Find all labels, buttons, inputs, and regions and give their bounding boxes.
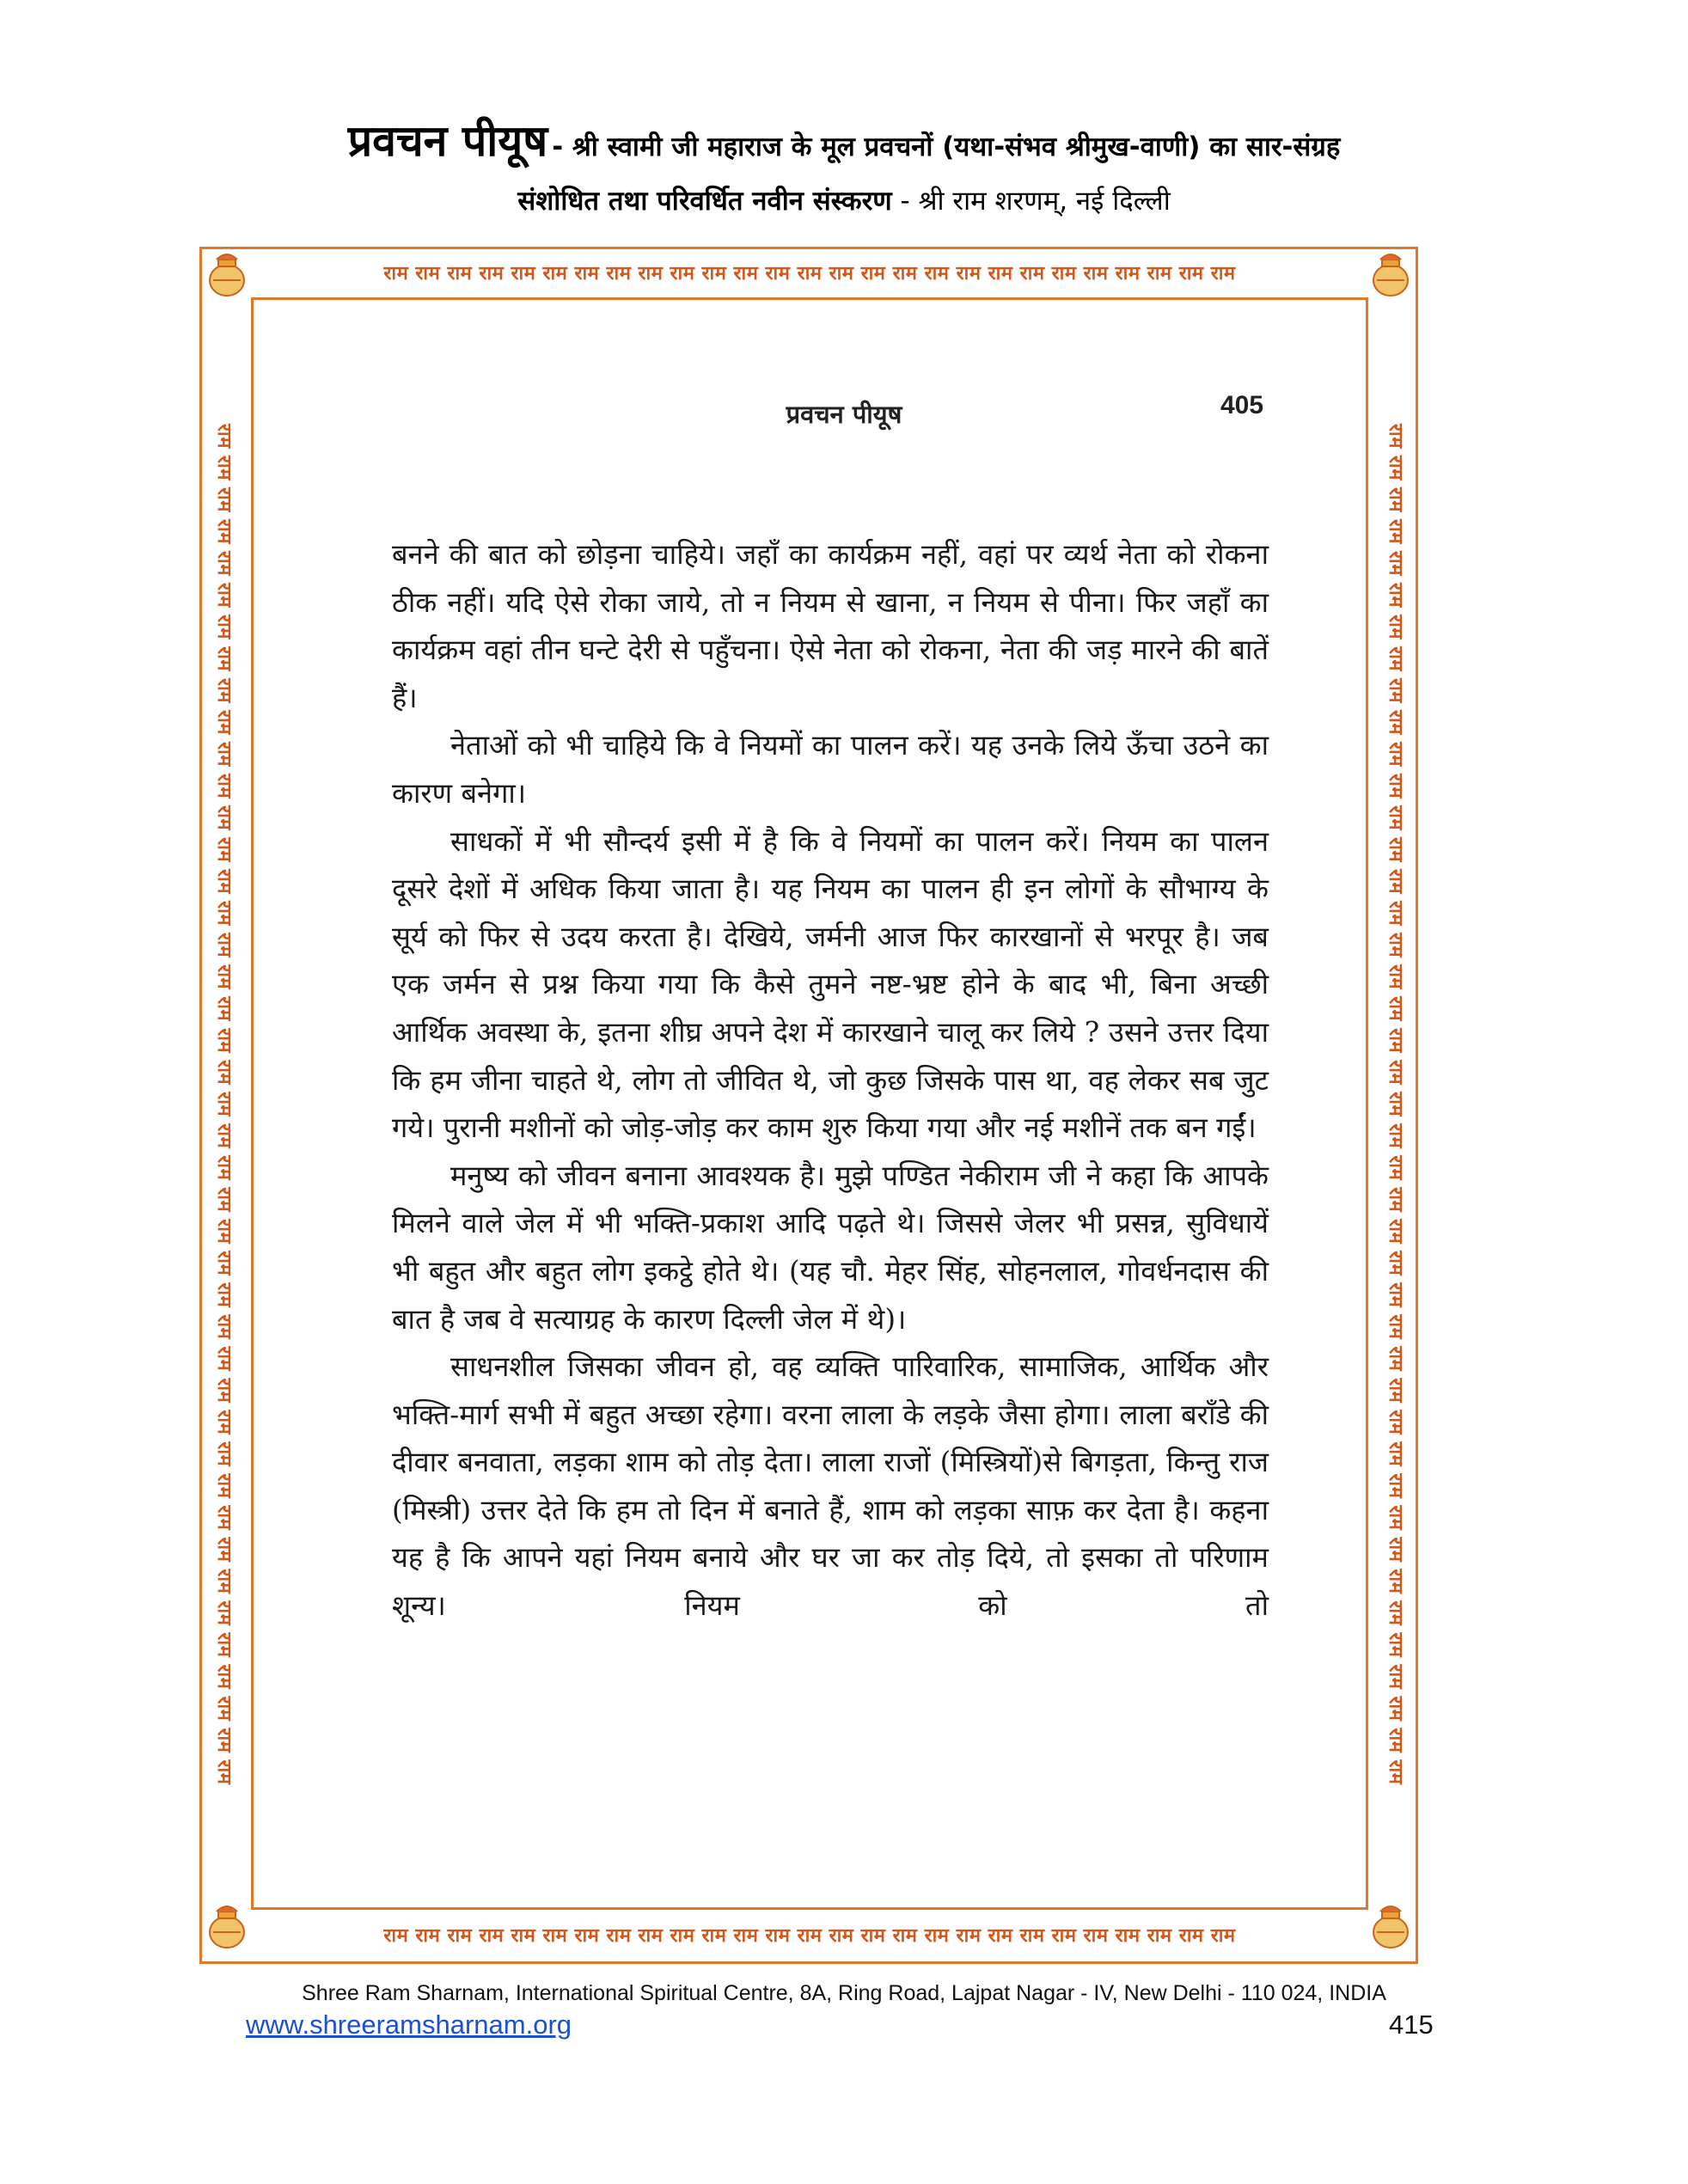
border-text-left: राम राम राम राम राम राम राम राम राम राम राम राम राम राम राम राम राम राम राम राम राम राम राम राम राम राम राम राम राम राम राम राम राम राम राम राम राम राम राम राम राम राम राम xyxy=(213,424,235,1785)
paragraph: मनुष्य को जीवन बनाना आवश्यक है। मुझे पण्डित नेकीराम जी ने कहा कि आपके मिलने वाले जेल में भी भक्ति-प्रकाश आदि पढ़ते थे। जिससे जेलर भी प्रसन्न, सुविधायें भी बहुत और बहुत लोग इकट्ठे होते थे। (यह चौ. मेहर सिंह, सोहनलाल, गोवर्धनदास की बात है जब वे सत्याग्रह के कारण दिल्ली जेल में थे)। xyxy=(392,1159,1269,1336)
paragraph: बनने की बात को छोड़ना चाहिये। जहाँ का कार्यक्रम नहीं, वहां पर व्यर्थ नेता को रोकना ठीक नहीं। यदि ऐसे रोका जाये, तो न नियम से खाना, न नियम से पीना। फिर जहाँ का कार्यक्रम वहां तीन घन्टे देरी से पहुँचना। ऐसे नेता को रोकना, नेता की जड़ मारने की बातें हैं। xyxy=(392,538,1269,714)
pdf-page-number: 415 xyxy=(1389,2010,1434,2040)
paragraph: साधकों में भी सौन्दर्य इसी में है कि वे नियमों का पालन करें। नियम का पालन दूसरे देशों में अधिक किया जाता है। यह नियम का पालन ही इन लोगों के सौभाग्य के सूर्य को फिर से उदय करता है। देखिये, जर्मनी आज फिर कारखानों से भरपूर है। जब एक जर्मन से प्रश्न किया गया कि कैसे तुमने नष्ट-भ्रष्ट होने के बाद भी, बिना अच्छी आर्थिक अवस्था के, इतना शीघ्र अपने देश में कारखाने चालू कर लिये ? उसने उत्तर दिया कि हम जीना चाहते थे, लोग तो जीवित थे, जो कुछ जिसके पास था, वह लेकर सब जुट गये। पुरानी मशीनों को जोड़-जोड़ कर काम शुरु किया गया और नई मशीनें तक बन गईं। xyxy=(392,824,1269,1145)
kalash-ornament-icon xyxy=(203,1901,251,1953)
border-text-bottom: राम राम राम राम राम राम राम राम राम राम राम राम राम राम राम राम राम राम राम राम राम राम राम राम राम राम राम xyxy=(383,1925,1236,1947)
paragraph: नेताओं को भी चाहिये कि वे नियमों का पालन करें। यह उनके लिये ऊँचा उठने का कारण बनेगा। xyxy=(392,729,1269,810)
border-text-top: राम राम राम राम राम राम राम राम राम राम राम राम राम राम राम राम राम राम राम राम राम राम राम राम राम राम राम xyxy=(383,263,1236,284)
kalash-ornament-icon xyxy=(1367,249,1415,301)
document-header xyxy=(0,110,1688,168)
page-body xyxy=(392,531,1269,1630)
edition-text: संशोधित तथा परिवर्धित नवीन संस्करण xyxy=(517,186,892,217)
book-page-number: 405 xyxy=(1220,391,1264,419)
book-subtitle: - श्री स्वामी जी महाराज के मूल प्रवचनों (यथा-संभव श्रीमुख-वाणी) का सार-संग्रह xyxy=(552,132,1341,162)
edition-line xyxy=(0,182,1688,218)
border-text-right: राम राम राम राम राम राम राम राम राम राम राम राम राम राम राम राम राम राम राम राम राम राम राम राम राम राम राम राम राम राम राम राम राम राम राम राम राम राम राम राम राम राम राम xyxy=(1385,424,1406,1785)
website-link[interactable]: www.shreeramsharnam.org xyxy=(246,2010,572,2040)
footer-address: Shree Ram Sharnam, International Spiritual Centre, 8A, Ring Road, Lajpat Nagar - IV, New Delhi - 110 024, INDIA xyxy=(302,1981,1386,2005)
paragraph: साधनशील जिसका जीवन हो, वह व्यक्ति पारिवारिक, सामाजिक, आर्थिक और भक्ति-मार्ग सभी में बहुत अच्छा रहेगा। वरना लाला के लड़के जैसा होगा। लाला बराँडे की दीवार बनवाता, लड़का शाम को तोड़ देता। लाला राजों (मिस्त्रियों)से बिगड़ता, किन्तु राज (मिस्त्री) उत्तर देते कि हम तो दिन में बनाते हैं, शाम को लड़का साफ़ कर देता है। कहना यह है कि आपने यहां नियम बनाये और घर जा कर तोड़ दिये, तो इसका तो परिणाम शून्य। नियम को तो xyxy=(392,1350,1269,1623)
kalash-ornament-icon xyxy=(203,249,251,301)
publisher-text: - श्री राम शरणम्, नई दिल्ली xyxy=(900,186,1171,217)
running-title: प्रवचन पीयूष xyxy=(786,400,902,429)
kalash-ornament-icon xyxy=(1367,1901,1415,1953)
book-title: प्रवचन पीयूष xyxy=(347,116,548,166)
